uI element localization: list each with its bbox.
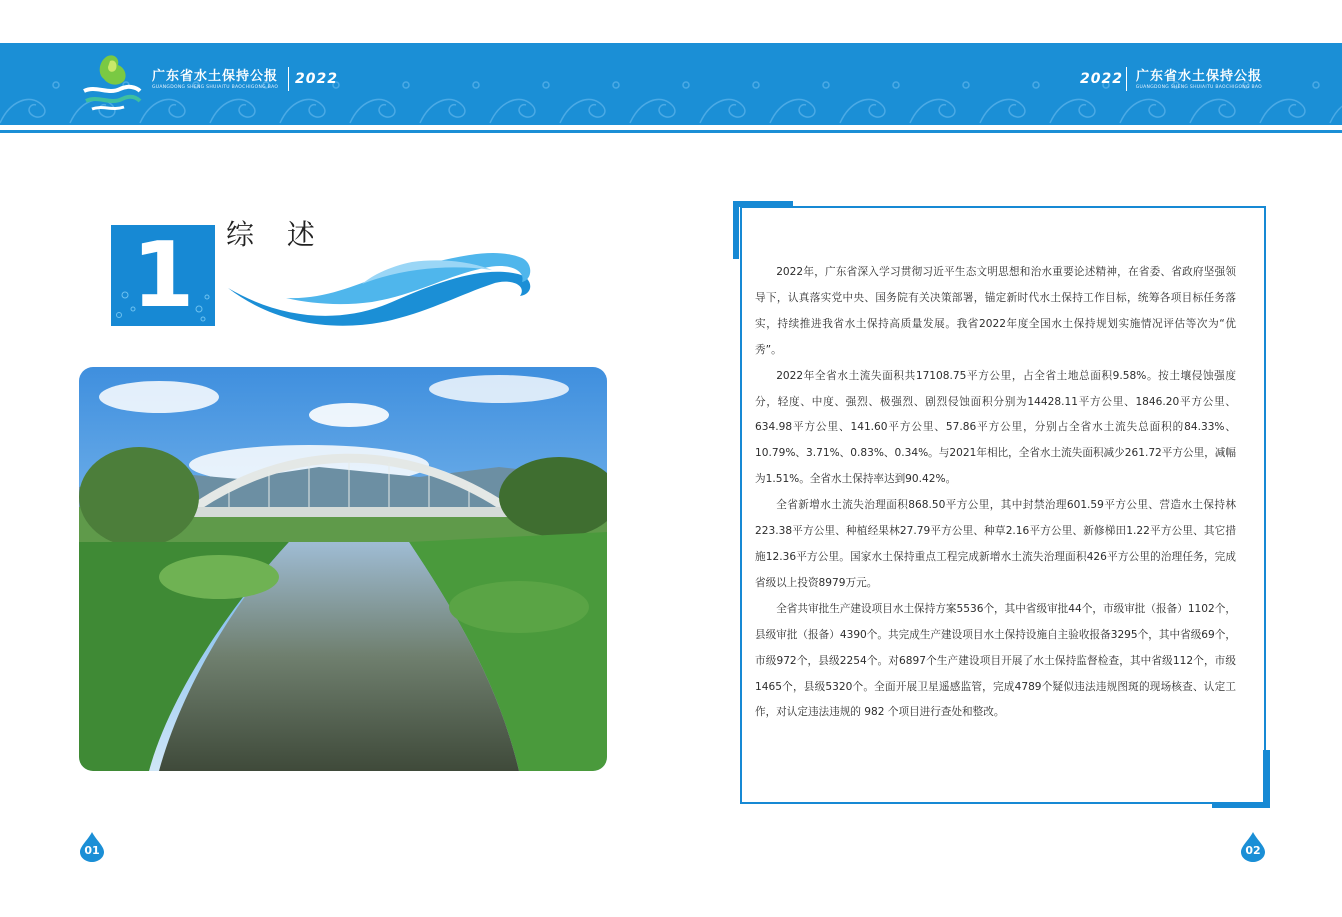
frame-accent-bottom — [1212, 802, 1270, 808]
section-title: 综 述 — [226, 218, 327, 251]
wave-title-decoration — [222, 240, 542, 335]
header-pinyin-right: GUANGDONG SHENG SHUIAITU BAOCHIGONG BAO — [1135, 85, 1262, 90]
mountain-water-logo-icon — [78, 51, 144, 117]
header-title-left: 广东省水土保持公报 — [152, 69, 279, 84]
page-number-right — [1241, 832, 1265, 862]
paragraph: 全省新增水土流失治理面积868.50平方公里，其中封禁治理601.59平方公里、营造水土保持林223.38平方公里、种植经果林27.79平方公里、种草2.16平方公里、新修梯田1.22平方公里、其它措施12.36平方公里。国家水土保持重点工程完成新增水土流失治理面积426平方公里的治理任务，完成省级以上投资8979万元。 — [755, 499, 1236, 589]
page-number-right-label: 02 — [1245, 844, 1261, 857]
section-number: 1 — [131, 223, 195, 328]
header-left-title-block — [152, 69, 278, 99]
header-divider-right — [1126, 67, 1127, 91]
paragraph: 2022年全省水土流失面积共17108.75平方公里，占全省土地总面积9.58%。按土壤侵蚀强度分，轻度、中度、强烈、极强烈、剧烈侵蚀面积分别为14428.11平方公里、1846.20平方公里、634.98平方公里、141.60平方公里、57.86平方公里，分别占全省水土流失总面积的84.33%、10.79%、3.71%、0.83%、0.34%。与2021年相比，全省水土流失面积减少261.72平方公里，减幅为1.51%。全省水土保持率达到90.42%。 — [755, 369, 1236, 486]
river-bridge-photo — [79, 367, 607, 771]
overview-body-text — [755, 260, 1236, 726]
frame-accent-left — [733, 201, 739, 259]
header-title-right: 广东省水土保持公报 — [1135, 69, 1262, 84]
paragraph: 2022年，广东省深入学习贯彻习近平生态文明思想和治水重要论述精神，在省委、省政府坚强领导下，认真落实党中央、国务院有关决策部署，锚定新时代水土保持工作目标，统筹各项目标任务落实，持续推进我省水土保持高质量发展。我省2022年度全国水土保持规划实施情况评估等次为“优秀”。 — [755, 266, 1236, 356]
header-year-left: 2022 — [295, 71, 338, 87]
page-number-left — [80, 832, 104, 862]
header-divider-left — [288, 67, 289, 91]
bubble-dots-decoration — [111, 225, 215, 326]
paragraph: 全省共审批生产建设项目水土保持方案5536个，其中省级审批44个，市级审批（报备）1102个，县级审批（报备）4390个。共完成生产建设项目水土保持设施自主验收报备3295个，其中省级69个，市级972个，县级2254个。对6897个生产建设项目开展了水土保持监督检查，其中省级112个，市级1465个，县级5320个。全面开展卫星遥感监管，完成4789个疑似违法违规图斑的现场核查、认定工作，对认定违法违规的 982 个项目进行查处和整改。 — [755, 602, 1236, 719]
frame-accent-right — [1263, 750, 1270, 808]
section-number-badge — [111, 225, 215, 326]
header-year-right: 2022 — [1080, 71, 1123, 87]
header-band — [0, 43, 1342, 125]
header-underline — [0, 130, 1342, 133]
page-number-left-label: 01 — [84, 844, 100, 857]
header-right-title-block — [1136, 69, 1262, 99]
header-pinyin-left: GUANGDONG SHENG SHUIAITU BAOCHIGONG BAO — [152, 85, 279, 90]
